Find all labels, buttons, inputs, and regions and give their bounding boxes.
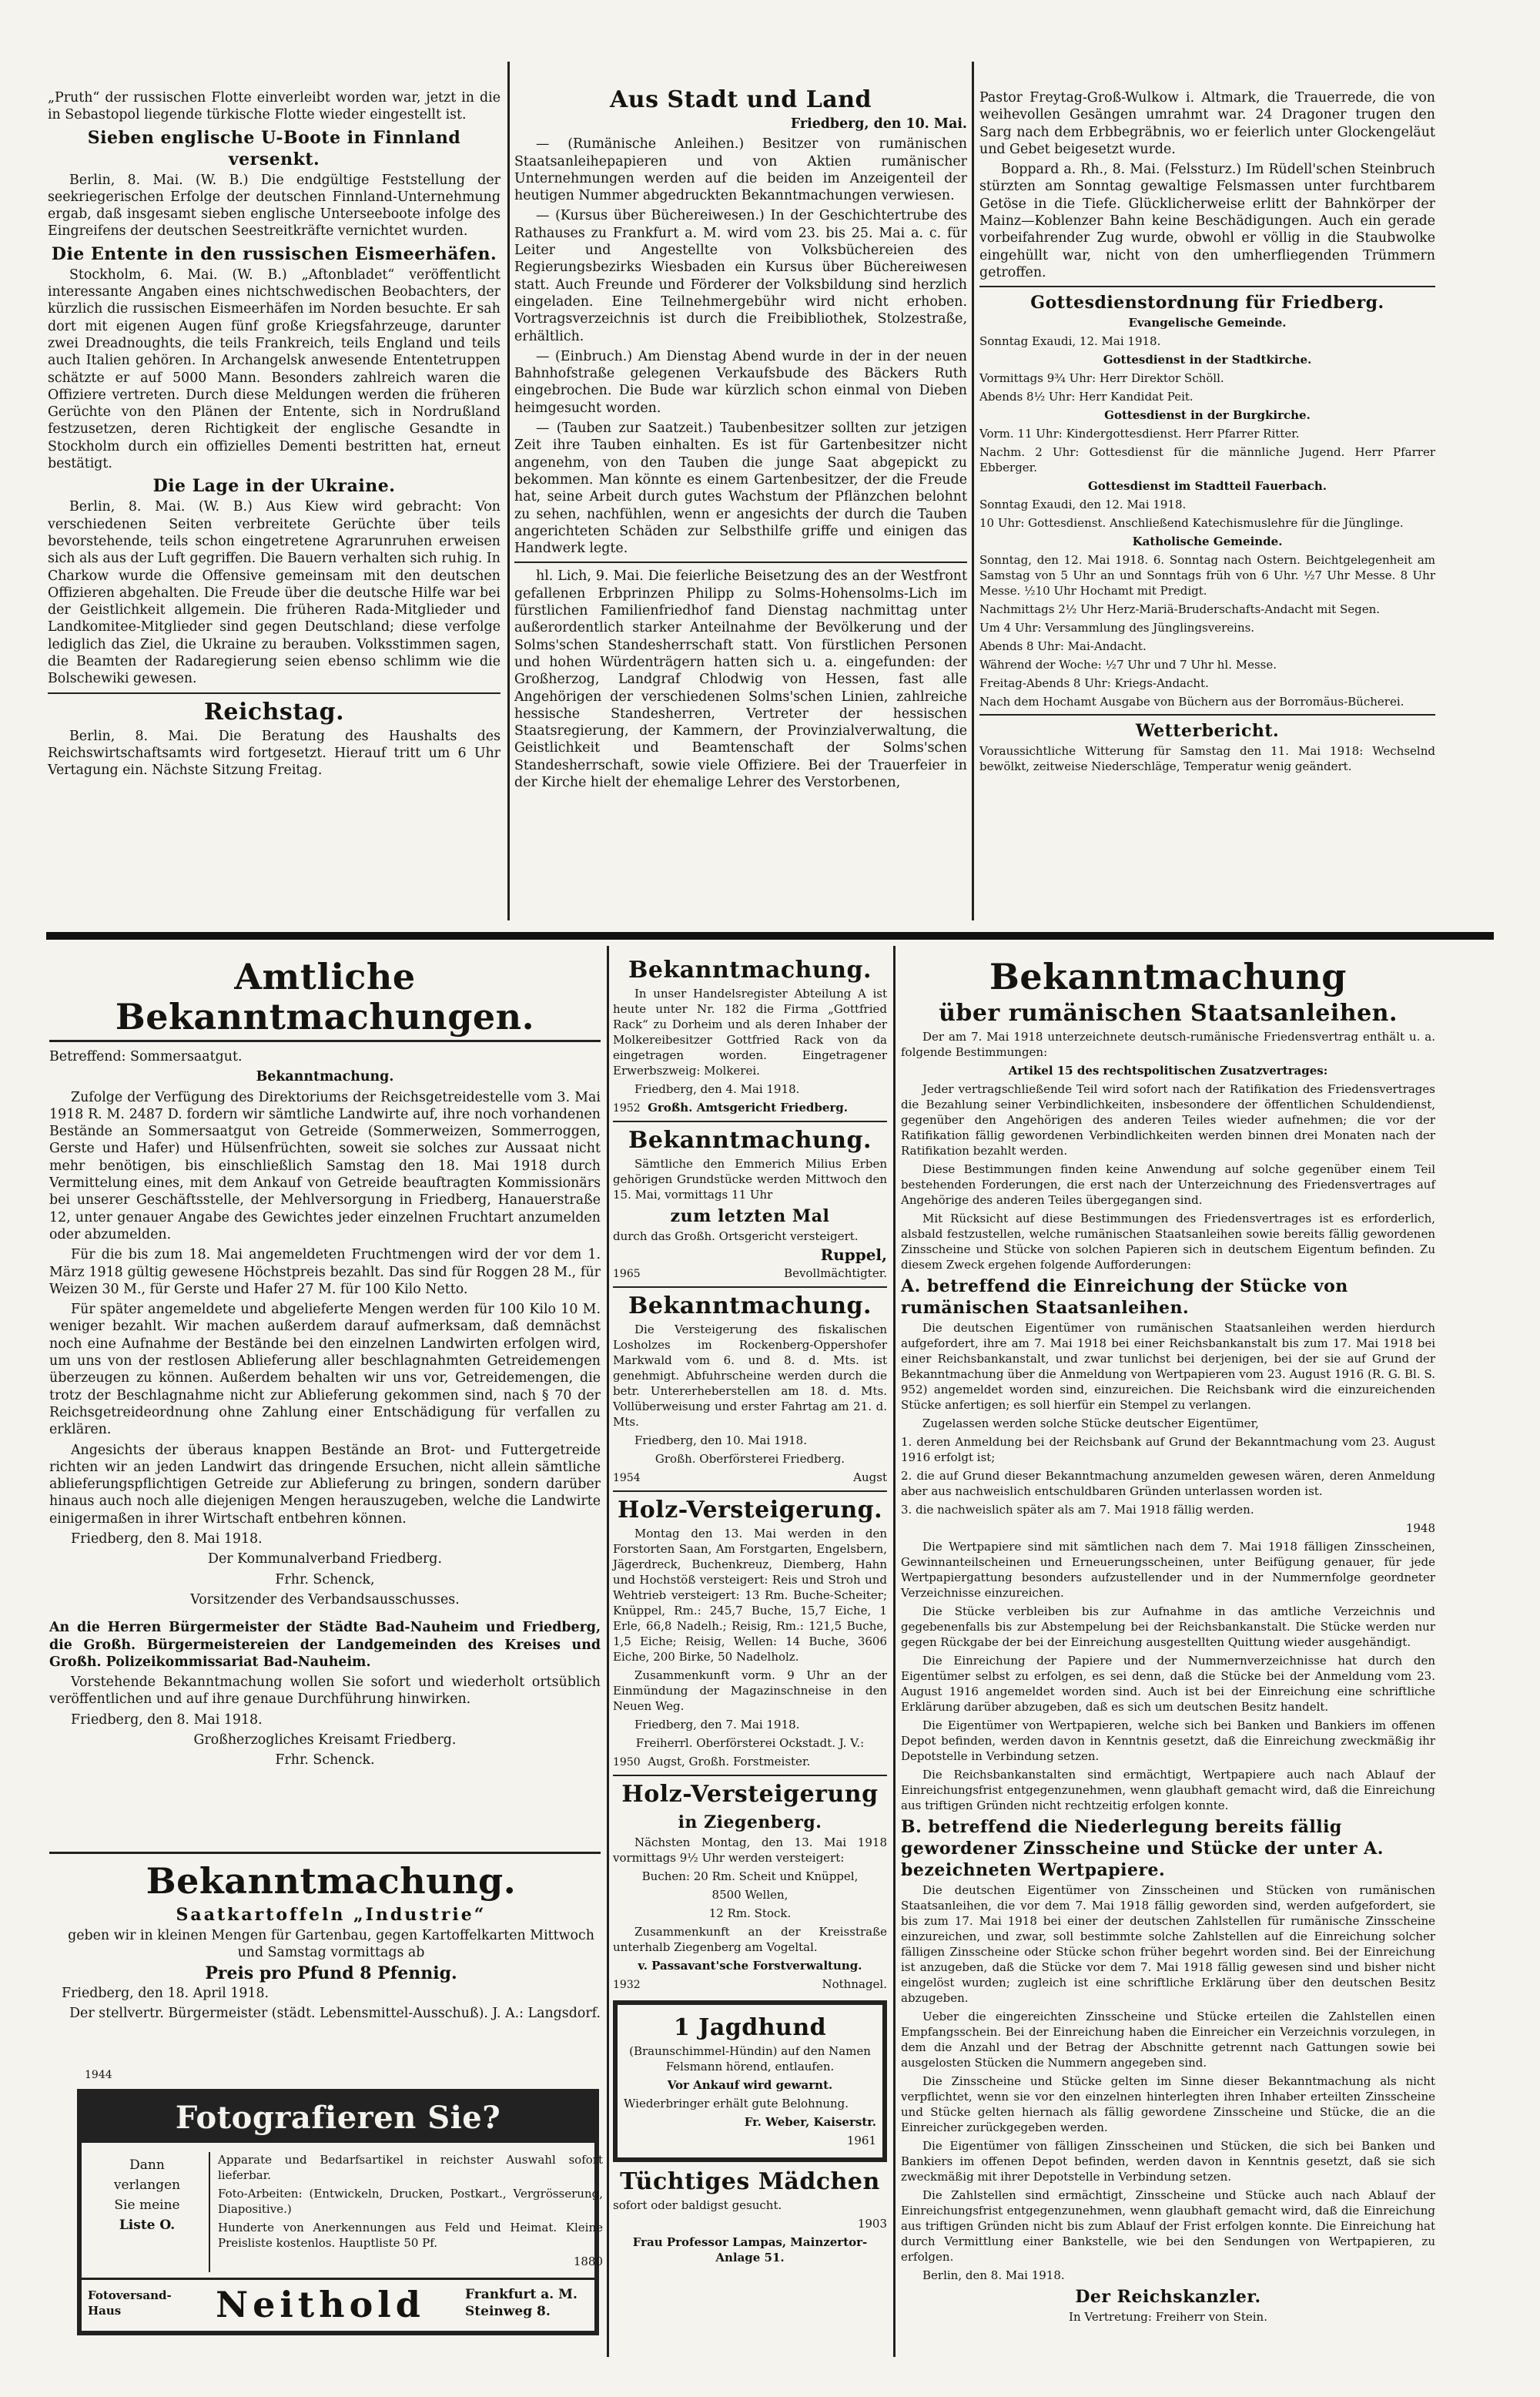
ad-number: 1948 [1405, 1521, 1435, 1535]
rum-paragraph: Ueber die eingereichten Zinsscheine und Stücke erteilen die Zahlstellen einen Empfangsschein. Bei der Einreichung haben die Einreicher ein Verzeichnis vorzulegen, in dem die Anzahl und der Betrag der Abschnitte getrennt nach Gattungen sowie bei ausgelosten Stücken die Nummern angegeben sind. [901, 2010, 1435, 2070]
rum-paragraph: Die Wertpapiere sind mit sämtlichen nach dem 7. Mai 1918 fälligen Zinsscheinen, Gewinnanteilscheinen und Erneuerungsscheinen, unter Beifügung genauer, für jede Wertpapiergattung besonders aufzustellender und in der Nummernfolge geordneter Verzeichnisse einzureichen. [901, 1540, 1435, 1600]
gottesdienst-line: Nach dem Hochamt Ausgabe von Büchern aus der Borromäus-Bücherei. [979, 695, 1404, 709]
gottesdienst-line: Während der Woche: ½7 Uhr und 7 Uhr hl. Messe. [979, 658, 1277, 672]
amtl-paragraph-2: Für die bis zum 18. Mai angemeldeten Fruchtmengen wird der vor dem 1. März 1918 gültig gewesene Höchstpreis bezahlt. Das sind für Roggen 28 M., für Weizen 30 M., für Gerste und Hafer 27 M. für 100 Kilo Netto. [49, 1247, 601, 1297]
betreff: Betreffend: Sommersaatgut. [49, 1049, 243, 1064]
ad-milius-text: Sämtliche den Emmerich Milius Erben gehörigen Grundstücke werden Mittwoch den 15. Mai, vormittags 11 Uhr [613, 1157, 887, 1202]
gottesdienst-line: Abends 8½ Uhr: Herr Kandidat Peit. [979, 390, 1194, 404]
rum-paragraph: Jeder vertragschließende Teil wird sofort nach der Ratifikation des Friedensvertrages die Bezahlung seiner Verbindlichkeiten, insbesondere der öffentlichen Schuldendienst, gegenüber den Angehörigen des anderen Teiles wieder aufnehmen; die vor der Ratifikation fällig gewordenen Verbindlichkeiten werden binnen drei Monaten nach der Ratifikation bezahlt werden. [901, 1082, 1435, 1158]
ad-holz2-item: Buchen: 20 Rm. Scheit und Knüppel, [641, 1869, 859, 1883]
ad-maedchen-sig: Frau Professor Lampas, Mainzertor-Anlage 51. [632, 2235, 868, 2265]
headline-reichstag: Reichstag. [203, 698, 345, 726]
ad-jagdhund-title: 1 Jagdhund [673, 2014, 827, 2041]
bekanntmachung-subtitle: Bekanntmachung. [256, 1069, 394, 1085]
gottesdienst-line: Vormittags 9¾ Uhr: Herr Direktor Schöll. [979, 371, 1224, 386]
rum-paragraph: Die Zinsscheine und Stücke gelten im Sinne dieser Bekanntmachung als nicht verpflichtet, wenn sie vor den einzelnen hinterlegten ihren Inhaber erteilten Zinsscheine und Stücke gelten hiernach als fällig gewordene Zinsscheine und Stücke, die an die Einreicher zurückgegeben werden. [901, 2074, 1435, 2134]
ad-date: Friedberg, den 18. April 1918. [62, 1985, 270, 2001]
rum-paragraph: Mit Rücksicht auf diese Bestimmungen des Friedensvertrages ist es erforderlich, alsbald festzustellen, welche rumänischen Staatsanleihen sowie bereits fällig gewordenen Zinsscheine und Stücke von solchen Papieren sich in deutschem Eigentum befinden. Zu diesem Zweck ergehen folgende Aufforderungen: [901, 1212, 1435, 1272]
ad-holz1-sig-2: Augst, Großh. Forstmeister. [648, 1755, 811, 1768]
gottesdienst-line: Abends 8 Uhr: Mai-Andacht. [979, 639, 1147, 654]
ad-jagdhund [613, 2000, 887, 2162]
ad-price: Preis pro Pfund 8 Pfennig. [205, 1963, 457, 1983]
news-column-2 [514, 83, 967, 923]
rum-paragraph: Die Stücke verbleiben bis zur Aufnahme in das amtliche Verzeichnis und gegebenenfalls bis zur Abstempelung bei der Reichsbankanstalt. Die Stücke werden nur gegen Rückgabe der bei der Einreichung ausgestellten Quittung wieder ausgehändigt. [901, 1604, 1435, 1649]
rum-signature: Der Reichskanzler. [1075, 2287, 1261, 2307]
amtliche-bekanntmachungen [49, 954, 601, 1847]
ad-foto-left-line: verlangen [113, 2177, 181, 2193]
ad-maedchen-title: Tüchtiges Mädchen [620, 2168, 880, 2195]
ad-handelsregister-sig: Großh. Amtsgericht Friedberg. [648, 1101, 849, 1115]
article-finnland: Berlin, 8. Mai. (W. B.) Die endgültige Feststellung der seekriegerischen Erfolge der deutschen Finnland-Unternehmung ergab, daß insgesamt sieben englische Unterseeboote infolge des Eingreifens der deutschen Seestreitkräfte vernichtet wurden. [48, 172, 500, 240]
gottesdienst-line: Sonntag Exaudi, 12. Mai 1918. [979, 334, 1161, 349]
ad-holz2-item: 8500 Wellen, [711, 1888, 788, 1902]
ad-foto-title: Fotografieren Sie? [82, 2094, 594, 2143]
ad-saatkartoffeln [62, 1858, 601, 2086]
ad-holz1-text-2: Zusammenkunft vorm. 9 Uhr an der Einmündung der Magazinschneise in den Neuen Weg. [613, 1668, 887, 1713]
gottesdienst-line: Sonntag, den 12. Mai 1918. 6. Sonntag nach Ostern. Beichtgelegenheit am Samstag von 5 Uhr an und Sonntags früh von 6 Uhr. ½7 Uhr Messe. 8 Uhr Messe. ½10 Uhr Hochamt mit Predigt. [979, 553, 1435, 598]
ad-signature: Der stellvertr. Bürgermeister (städt. Lebensmittel-Ausschuß). J. A.: Langsdorf. [69, 2006, 601, 2022]
ad-text: geben wir in kleinen Mengen für Gartenbau, gegen Kartoffelkarten Mittwoch und Samstag vormittags ab [68, 1928, 594, 1961]
rum-list-item: 2. die auf Grund dieser Bekanntmachung anzumelden gewesen wären, deren Anmeldung aber aus nachweislich entschuldbaren Gründen unterlassen worden ist. [901, 1469, 1435, 1498]
item-lich: hl. Lich, 9. Mai. Die feierliche Beisetzung des an der Westfront gefallenen Erbprinzen Philipp zu Solms-Hohensolms-Lich im fürstlichen Familienfriedhof fand Dienstag nachmittag unter außerordentlich starker Anteilnahme der Bevölkerung und der Solms'schen Standesherrschaft statt. Von fürstlichen Personen und hohen Würdenträgern hatten sich u. a. eingefunden: der Großherzog, Landgraf Chlodwig von Hessen, fast alle Angehörigen der verschiedenen Solms'schen Linien, zahlreiche hessische Standesherren, Vertreter der hessischen Staatsregierung, der Kammern, der Provinzialverwaltung, die Geistlichkeit und Beamtenschaft der Solms'schen Standesherrschaft, sowie viele Offiziere. Bei der Trauerfeier in der Kirche hielt der ehemalige Lehrer des Verstorbenen, [514, 568, 967, 790]
headline-ukraine: Die Lage in der Ukraine. [152, 476, 396, 497]
rum-signature-2: In Vertretung: Freiherr von Stein. [1069, 2310, 1267, 2324]
ad-losholz-sig-2: Augst [853, 1470, 887, 1484]
ad-losholz-text: Die Versteigerung des fiskalischen Losholzes im Rockenberg-Oppershofer Markwald vom 6. und 8. d. Mts. ist genehmigt. Abfuhrscheine werden durch die betr. Untererheberstellen am 18. d. Mts. Vollüberweisung und erster Fahrtag am 21. d. Mts. [613, 1323, 887, 1429]
ad-holz2-text-2: Zusammenkunft an der Kreisstraße unterhalb Ziegenberg am Vogeltal. [613, 1925, 887, 1954]
news-column-1 [48, 89, 500, 929]
gottesdienst-line: Sonntag Exaudi, den 12. Mai 1918. [979, 498, 1187, 512]
gottesdienst-line: Nachmittags 2½ Uhr Herz-Mariä-Bruderschafts-Andacht mit Segen. [979, 602, 1381, 617]
rum-paragraph: Diese Bestimmungen finden keine Anwendung auf solche gegenüber einem Teil bestehenden Forderungen, die erst nach der Unterzeichnung des Friedensvertrages auf Angehörige des anderen Teiles übergegangen sind. [901, 1162, 1435, 1207]
amtl-paragraph-3: Für später angemeldete und abgelieferte Mengen werden für 100 Kilo 10 M. weniger bezahlt. Wir machen außerdem darauf aufmerksam, daß demnächst noch eine Aufnahme der Bestände bei den einzelnen Landwirten erfolgen wird, um uns von der restlosen Ablieferung aller beschlagnahmten Getreidemengen überzeugen zu können. Außerdem behalten wir uns vor, Getreidemengen, die trotz der Beschlagnahme nicht zur Ablieferung gekommen sind, nach § 70 der Reichsgetreideordnung ohne Zahlung einer Entschädigung für verfallen zu erklären. [49, 1302, 601, 1438]
ad-milius-role: Bevollmächtigter. [784, 1266, 887, 1280]
rum-article: Artikel 15 des rechtspolitischen Zusatzvertrages: [1008, 1064, 1328, 1078]
article-ukraine: Berlin, 8. Mai. (W. B.) Aus Kiew wird gebracht: Von verschiedenen Seiten verbreitete Gerüchte über teils bevorstehende, teils schon eingetretene Agrarunruhen erweisen sich als aus der Luft gegriffen. Die Bauern verhalten sich ruhig. In Charkow wurde die Offensive gemeinsam mit den deutschen Offizieren abgehalten. Die Freude über die deutsche Hilfe war bei der Geistlichkeit allgemein. Die früheren Rada-Mitglieder und Landkomitee-Mitglieder sind gegen Deutschland; diese verfolge lediglich das Ziel, die Ukraine zu berauben. Volksstimmen sagen, die Beamten der Radaregierung seien ebenso schlimm wie die Bolschewiki gewesen. [48, 499, 500, 687]
ad-foto-left-line: Dann [129, 2157, 165, 2173]
gottesdienst-line: Nachm. 2 Uhr: Gottesdienst für die männliche Jugend. Herr Pfarrer Ebberger. [979, 445, 1435, 475]
rum-heading-b: B. betreffend die Niederlegung bereits fällig gewordener Zinsscheine und Stücke der unter A. bezeichneten Wertpapiere. [901, 1817, 1384, 1880]
ad-holz1-date: Friedberg, den 7. Mai 1918. [634, 1718, 800, 1732]
ad-milius-big: zum letzten Mal [670, 1206, 830, 1226]
ad-jagdhund-text: Wiederbringer erhält gute Belohnung. [624, 2097, 849, 2110]
ad-foto-addr-1: Frankfurt a. M. [465, 2287, 578, 2302]
item-boppard: Boppard a. Rh., 8. Mai. (Felssturz.) Im Rüdell'schen Steinbruch stürzten am Sonntag gewaltige Felsmassen unter furchtbarem Getöse in die Tiefe. Glücklicherweise erlitt der Bahnkörper der Mainz—Koblenzer Bahn keine Beschädigungen. Auch ein gerade vorbeifahrender Zug wurde, obwohl er völlig in die Staubwolke eingehüllt war, nicht von den umherfliegenden Trümmern getroffen. [979, 162, 1435, 280]
gottesdienst-line: Katholische Gemeinde. [1132, 535, 1283, 549]
ad-subtitle: Saatkartoffeln „Industrie“ [176, 1905, 487, 1925]
dateline: Friedberg, den 10. Mai. [790, 116, 967, 132]
gottesdienst-line: Evangelische Gemeinde. [1128, 316, 1287, 330]
ad-holz1-text: Montag den 13. Mai werden in den Forstorten Saan, Am Forstgarten, Engelsbern, Jägerdreck, Buchenkreuz, Diemberg, Hahn und Hochstöß versteigert: Reis und Stroh und Wehtrieb versteigert: 13 Rm. Buche-Scheiter; Knüppel, Rm.: 245,7 Buche, 15,7 Eiche, 1 Erle, 66,8 Nadelh.; Reisig, Rm.: 121,5 Buche, 1,5 Eiche; Reisig, Wellen: 14 Buche, 3606 Eiche, 200 Birke, 50 Nadelholz. [613, 1527, 887, 1664]
rum-paragraph: Die Reichsbankanstalten sind ermächtigt, Wertpapiere auch nach Ablauf der Einreichungsfrist entgegenzunehmen, wenn glaubhaft gemacht wird, daß die Einreichung aus triftigen Gründen nicht rechtzeitig erfolgen konnte. [901, 1768, 1435, 1812]
amtl-addressees: An die Herren Bürgermeister der Städte Bad-Nauheim und Friedberg, die Großh. Bürgermeistereien der Landgemeinden des Kreises und Großh. Polizeikommissariat Bad-Nauheim. [49, 1620, 601, 1670]
ad-foto-line-2: Foto-Arbeiten: (Entwickeln, Drucken, Postkart., Vergrösserung, Diapositive.) [218, 2187, 603, 2216]
amtl-signature-name: Frhr. Schenck, [275, 1571, 375, 1587]
ad-handelsregister-date: Friedberg, den 4. Mai 1918. [634, 1082, 800, 1096]
ad-milius-text-2: durch das Großh. Ortsgericht versteigert. [613, 1229, 859, 1243]
middle-ad-column [613, 954, 887, 2355]
column-rule [507, 62, 510, 920]
ad-milius-title: Bekanntmachung. [628, 1127, 872, 1154]
gottesdienst-line: Gottesdienst im Stadtteil Fauerbach. [1087, 479, 1327, 494]
ad-holz2-sig: v. Passavant'sche Forstverwaltung. [638, 1959, 862, 1973]
rum-paragraph: Die Zahlstellen sind ermächtigt, Zinsscheine und Stücke auch nach Ablauf der Einreichungsfrist entgegenzunehmen, wenn glaubhaft gemacht wird, daß die Einreichung aus triftigen Gründen nicht bis zum Ablauf der Frist erfolgen konnte. Die Einreichung hat durch Vermittlung einer Bankstelle, wie bei den Sendungen von Wertpapieren, zu erfolgen. [901, 2188, 1435, 2264]
gottesdienst-line: Vorm. 11 Uhr: Kindergottesdienst. Herr Pfarrer Ritter. [979, 427, 1300, 441]
ad-foto-left [89, 2155, 205, 2235]
ad-holz1-sig: Freiherrl. Oberförsterei Ockstadt. J. V.: [635, 1736, 865, 1750]
ad-foto-line-3: Hunderte von Anerkennungen aus Feld und Heimat. Kleine Preisliste kostenlos. Hauptliste 50 Pf. [218, 2221, 603, 2250]
ad-title: Bekanntmachung. [146, 1860, 517, 1902]
ad-foto-left-line: Liste O. [119, 2218, 176, 2233]
ad-foto-name: Neithold [216, 2284, 425, 2325]
rum-heading-a: A. betreffend die Einreichung der Stücke von rumänischen Staatsanleihen. [901, 1276, 1348, 1318]
ad-holz2-title: Holz-Versteigerung [621, 1781, 879, 1808]
ad-losholz-sig: Großh. Oberförsterei Friedberg. [654, 1452, 845, 1466]
ad-jagdhund-warn: Vor Ankauf wird gewarnt. [667, 2078, 833, 2092]
ad-holz2-text: Nächsten Montag, den 13. Mai 1918 vormittags 9½ Uhr werden versteigert: [613, 1835, 887, 1865]
item-lich-continued: Pastor Freytag-Groß-Wulkow i. Altmark, die Trauerrede, die von weihevollen Gesängen umrahmt war. 24 Dragoner trugen den Sarg nach dem Erbbegräbnis, wo er feierlich unter Glockengeläut und Gebet beigesetzt wurde. [979, 90, 1435, 157]
ad-rumaenische-anleihen [901, 954, 1435, 2355]
ad-holz1-title: Holz-Versteigerung. [617, 1497, 883, 1524]
amtl-signature-kreisamt-name: Frhr. Schenck. [275, 1752, 375, 1768]
ad-number: 1944 [85, 2069, 112, 2081]
rum-list-item: 1. deren Anmeldung bei der Reichsbank auf Grund der Bekanntmachung vom 23. August 1916 erfolgt ist; [901, 1435, 1435, 1464]
amtl-signature-body: Der Kommunalverband Friedberg. [208, 1551, 442, 1567]
ad-foto-line-1: Apparate und Bedarfsartikel in reichster Auswahl sofort lieferbar. [218, 2153, 603, 2182]
ad-holz2-sig-2: Nothnagel. [822, 1977, 887, 1991]
ad-fotografieren [77, 2089, 603, 2335]
column-rule [972, 62, 974, 920]
rum-paragraph: Der am 7. Mai 1918 unterzeichnete deutsch-rumänische Friedensvertrag enthält u. a. folgende Bestimmungen: [901, 1030, 1435, 1059]
amtl-paragraph-1: Zufolge der Verfügung des Direktoriums der Reichsgetreidestelle vom 3. Mai 1918 R. M. 2487 D. fordern wir sämtliche Landwirte auf, ihre noch vorhandenen Bestände an Sommersaatgut von Getreide (Sommerweizen, Sommerroggen, Gerste und Hafer) und Hülsenfrüchten, soweit sie solches zur Aussaat nicht mehr benötigen, bis einschließlich Samstag den 18. Mai 1918 durch Vermittelung eines, mit dem Ankauf von Getreide beauftragten Kommissionärs bei unserer Geschäftsstelle, der Mehlversorgung in Friedberg, Hanauerstraße 12, unter genauer Angabe des Gewichtes jeder einzelnen Fruchtart anzumelden oder abzumelden. [49, 1089, 601, 1242]
gottesdienst-list [979, 315, 1435, 709]
item-anleihen: — (Rumänische Anleihen.) Besitzer von rumänischen Staatsanleihepapieren und von Aktien rumänischer Unternehmungen werden auf die beiden im Anzeigenteil der heutigen Nummer abgedruckten Bekanntmachungen verwiesen. [514, 136, 967, 204]
ad-divider [49, 1852, 601, 1854]
headline-finnland: Sieben englische U-Boote in Finnland versenkt. [87, 127, 461, 169]
ad-number: 1950 [613, 1756, 641, 1768]
section-title-amtlich: Amtliche Bekanntmachungen. [49, 957, 601, 1042]
amtl-paragraph-4: Angesichts der überaus knappen Bestände an Brot- und Futtergetreide richten wir an jeden Landwirt das dringende Ersuchen, nicht allein sämtliche ablieferungspflichtigen Getreide zur Ablieferung zu bringen, sondern darüber hinaus auch noch alle diejenigen Mengen herauszugeben, welche die Landwirte einigermaßen in ihrer Wirtschaft entbehren können. [49, 1442, 601, 1527]
rum-paragraph: Die deutschen Eigentümer von rumänischen Staatsanleihen werden hierdurch aufgefordert, ihre am 7. Mai 1918 bei einer Reichsbankanstalt bis zum 17. Mai 1918 bei einer Reichsbankanstalt, und zwar tunlichst bei derjenigen, bei der sie auf Grund der Bekanntmachung über die Anmeldung von Wertpapieren vom 23. August 1916 (R. G. Bl. S. 952) angemeldet worden sind, einzureichen. Die Reichsbank wird die einzureichenden Stücke anfertigen; es soll hierfür ein Stempel zu verlangen. [901, 1321, 1435, 1412]
column-rule [893, 946, 896, 2357]
gottesdienst-line: Gottesdienst in der Burgkirche. [1104, 408, 1311, 423]
rum-date: Berlin, den 8. Mai 1918. [922, 2268, 1065, 2282]
rum-paragraph: Die Einreichung der Papiere und der Nummernverzeichnisse hat durch den Eigentümer selbst zu erfolgen, es sei denn, daß die Stücke bei der Anmeldung vom 23. August 1916 angemeldet worden sind. Auch ist bei der Einreichung eine schriftliche Erklärung darüber abzugeben, daß es sich um deutschen Besitz handelt. [901, 1654, 1435, 1714]
gottesdienst-line: Gottesdienst in der Stadtkirche. [1103, 353, 1312, 367]
ad-number: 1880 [573, 2255, 603, 2268]
section-title-stadt-land: Aus Stadt und Land [609, 86, 872, 113]
ad-number: 1952 [613, 1102, 641, 1115]
item-buechereiwesen: — (Kursus über Büchereiwesen.) In der Geschichtertrube des Rathauses zu Frankfurt a. M. wird vom 23. bis 25. Mai a. c. für Leiter und Angestellte von Volksbüchereien des Regierungsbezirks Wiesbaden ein Kursus über Büchereiwesen statt. Auch Freunde und Förderer der Volksbildung sind herzlich eingeladen. Eine Teilnehmergebühr wird nicht erhoben. Vortragsverzeichnis ist durch die Freibibliothek, Stolzestraße, erhältlich. [514, 208, 967, 344]
ad-number: 1954 [613, 1472, 641, 1484]
rum-list-item: 3. die nachweislich später als am 7. Mai 1918 fällig werden. [901, 1503, 1254, 1517]
amtl-signature-kreisamt: Großherzogliches Kreisamt Friedberg. [193, 1732, 457, 1748]
gottesdienst-line: 10 Uhr: Gottesdienst. Anschließend Katechismuslehre für die Jünglinge. [979, 516, 1404, 531]
headline-gottesdienst: Gottesdienstordnung für Friedberg. [1030, 293, 1384, 313]
ad-number: 1932 [613, 1979, 641, 1991]
item-einbruch: — (Einbruch.) Am Dienstag Abend wurde in der in der neuen Bahnhofstraße gelegenen Verkaufsbude des Bäckers Ruth eingebrochen. Die Bude war kürzlich schon einmal von Dieben heimgesucht worden. [514, 348, 967, 416]
amtl-date: Friedberg, den 8. Mai 1918. [71, 1531, 263, 1547]
gottesdienst-line: Um 4 Uhr: Versammlung des Jünglingsvereins. [979, 621, 1255, 635]
column-rule [607, 946, 609, 2357]
ad-handelsregister-text: In unser Handelsregister Abteilung A ist heute unter Nr. 182 die Firma „Gottfried Rack“ zu Dorheim und als deren Inhaber der Molkereibesitzer Gottfried Rack von da eingetragen worden. Eingetragener Erwerbszweig: Molkerei. [613, 987, 887, 1078]
weather-text: Voraussichtliche Witterung für Samstag den 11. Mai 1918: Wechselnd bewölkt, zeitweise Niederschläge, Temperatur wenig geändert. [979, 744, 1435, 774]
article-eismeer: Stockholm, 6. Mai. (W. B.) „Aftonbladet“ veröffentlicht interessante Angaben eines nichtschwedischen Beobachters, der kürzlich die russischen Eismeerhäfen im Norden besuchte. Er sah dort mit eigenen Augen fünf große Kriegsfahrzeuge, darunter zwei Dreadnoughts, die teils Frankreich, teils England und teils auch Italien gehören. In Archangelsk anwesende Ententetruppen schätzte er auf 5000 Mann. Besonders zahlreich waren die Offiziere vertreten. Durch diese Meldungen werden die früheren Gerüchte von den Plänen der Entente, sich in Nordrußland festzusetzen, deren Richtigkeit der englische Gesandte in Stockholm durch ein offizielles Dementi bestritten hat, erneut bestätigt. [48, 267, 500, 472]
rum-subtitle: über rumänischen Staatsanleihen. [939, 1000, 1398, 1027]
headline-wetterbericht: Wetterbericht. [1135, 721, 1280, 742]
ad-number: 1903 [857, 2217, 887, 2231]
ad-holz2-item: 12 Rm. Stock. [708, 1906, 792, 1920]
rum-paragraph: Zugelassen werden solche Stücke deutscher Eigentümer, [922, 1416, 1259, 1430]
ad-holz2-subtitle: in Ziegenberg. [678, 1812, 822, 1832]
rum-paragraph: Die Eigentümer von fälligen Zinsscheinen und Stücken, die sich bei Banken und Bankiers im offenen Depot befinden, werden davon in Kenntnis gesetzt, daß sie sich zweckmäßig mit ihrer Depotstelle in Verbindung setzen. [901, 2139, 1435, 2184]
article-continuation: „Pruth“ der russischen Flotte einverleibt worden war, jetzt in die in Sebastopol liegende türkische Flotte wieder eingestellt ist. [48, 90, 500, 123]
amtl-date-2: Friedberg, den 8. Mai 1918. [71, 1711, 263, 1728]
rum-paragraph: Die Eigentümer von Wertpapieren, welche sich bei Banken und Bankiers im offenen Depot befinden, werden davon in Kenntnis gesetzt, daß die Einreichung zweckmäßig ihr Depotstelle in Verbindung setzen. [901, 1718, 1435, 1763]
ad-foto-house: Fotoversand-Haus [88, 2288, 172, 2318]
ad-number: 1965 [613, 1268, 641, 1280]
ad-foto-left-line: Sie meine [114, 2198, 180, 2213]
headline-eismeer: Die Entente in den russischen Eismeerhäfen. [51, 243, 497, 264]
ad-milius-name: Ruppel, [820, 1245, 887, 1264]
ad-number: 1961 [846, 2134, 876, 2147]
gottesdienst-line: Freitag-Abends 8 Uhr: Kriegs-Andacht. [979, 676, 1209, 691]
amtl-paragraph-5: Vorstehende Bekanntmachung wollen Sie sofort und wiederholt ortsüblich veröffentlichen und auf ihre genaue Durchführung hinwirken. [49, 1675, 601, 1708]
news-column-3 [979, 89, 1435, 929]
amtl-signature-role: Vorsitzender des Verbandsausschusses. [190, 1591, 460, 1607]
ad-jagdhund-sub: (Braunschimmel-Hündin) auf den Namen Felsmann hörend, entlaufen. [629, 2044, 871, 2073]
ad-handelsregister-title: Bekanntmachung. [628, 957, 872, 984]
ad-losholz-title: Bekanntmachung. [628, 1292, 872, 1319]
section-divider [46, 932, 1494, 940]
rum-title: Bekanntmachung [989, 956, 1347, 997]
article-reichstag: Berlin, 8. Mai. Die Beratung des Haushalts des Reichswirtschaftsamts wird fortgesetzt. Hierauf tritt um 6 Uhr Vertagung ein. Nächste Sitzung Freitag. [48, 728, 500, 779]
item-tauben: — (Tauben zur Saatzeit.) Taubenbesitzer sollten zur jetzigen Zeit ihre Tauben einhalten. Es ist für Gartenbesitzer nicht angenehm, von den Tauben die junge Saat abgepickt zu bekommen. Man könnte es einem Gartenbesitzer, der die Freude hat, seine Arbeit durch gutes Wachstum der Pflänzchen belohnt zu sehen, nachfühlen, wenn er angesichts der durch die Tauben angerichteten Schäden zur Selbsthilfe griffe und einigen das Handwerk legte. [514, 421, 967, 557]
rum-paragraph: Die deutschen Eigentümer von Zinsscheinen und Stücken von rumänischen Staatsanleihen, die vor dem 7. Mai 1918 fällig geworden sind, werden aufgefordert, sie bis zum 17. Mai 1918 bei einer der deutschen Zahlstellen für rumänische Zinsscheine einzureichen, und zwar, soll bestimmte solche Zahlstellen auf die Einreichung solcher fälligen Zinsscheine oder Stücke schon früher begehrt worden sind. Bei der Einreichung ist anzugeben, daß die Stücke vor dem 7. Mai 1918 fällig gewesen sind und bisher nicht eingelöst wurden; zugleich ist eine schriftliche Erklärung über den deutschen Besitz abzugeben. [901, 1883, 1435, 2005]
ad-losholz-date: Friedberg, den 10. Mai 1918. [634, 1433, 807, 1447]
ad-jagdhund-sig: Fr. Weber, Kaiserstr. [744, 2115, 876, 2129]
ad-maedchen-text: sofort oder baldigst gesucht. [613, 2198, 782, 2212]
ad-foto-addr-2: Steinweg 8. [465, 2304, 551, 2319]
